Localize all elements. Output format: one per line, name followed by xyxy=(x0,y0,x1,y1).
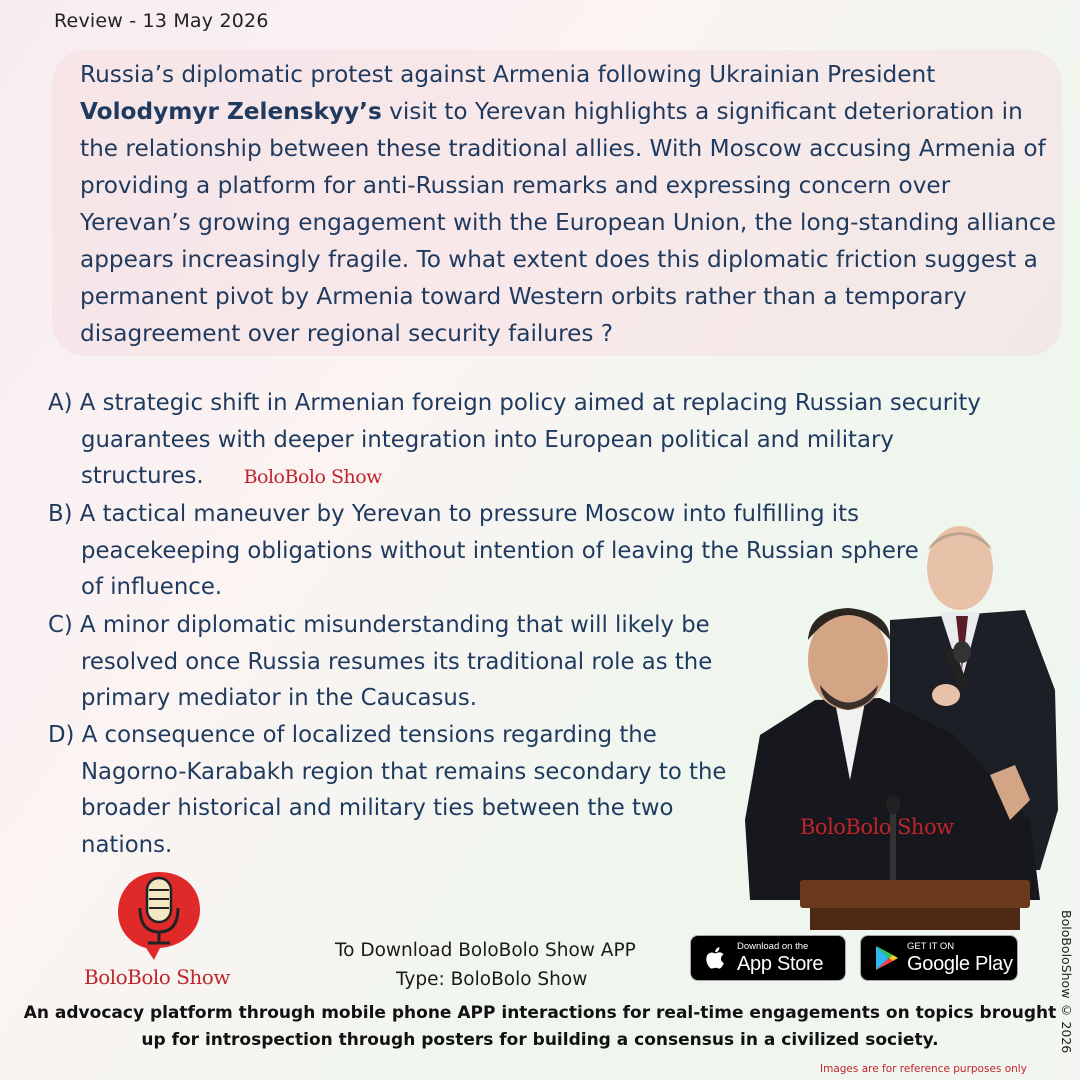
inline-brand-watermark: BoloBolo Show xyxy=(243,466,382,488)
option-d[interactable] xyxy=(48,717,748,863)
option-a[interactable] xyxy=(48,385,1008,496)
google-play-big-label: Google Play xyxy=(907,952,1013,975)
google-play-icon xyxy=(871,943,901,973)
option-b-text: B) A tactical maneuver by Yerevan to pressure Moscow into fulfilling its peacekeeping obligations without intention of leaving the Russian sphere of influence. xyxy=(48,501,919,600)
photo-brand-watermark: BoloBolo Show xyxy=(800,815,954,839)
logo-brand-name: BoloBolo Show xyxy=(84,965,230,989)
option-d-text: D) A consequence of localized tensions regarding the Nagorno-Karabakh region that remains secondary to the broader historical and military ties between the two nations. xyxy=(48,722,727,858)
question-part-2: visit to Yerevan highlights a significant deterioration in the relationship between these traditional allies. With Moscow accusing Armenia of providing a platform for anti-Russian remarks and expressing concern over Yerevan’s growing engagement with the European Union, the long-standing alliance appears increasingly fragile. To what extent does this diplomatic friction suggest a permanent pivot by Armenia toward Western orbits rather than a temporary disagreement over regional security failures ? xyxy=(80,98,1056,347)
vertical-copyright: BoloBoloShow © 2026 xyxy=(1059,910,1074,1054)
question-bold-name: Volodymyr Zelenskyy’s xyxy=(80,98,382,125)
google-play-small-label: GET IT ON xyxy=(907,941,955,953)
option-c[interactable] xyxy=(48,607,808,717)
microphone-icon xyxy=(114,868,204,960)
question-part-1: Russia’s diplomatic protest against Armenia following Ukrainian President xyxy=(80,61,936,88)
review-date: Review - 13 May 2026 xyxy=(54,10,269,32)
apple-icon xyxy=(701,943,731,973)
question-text xyxy=(80,56,1065,352)
leaders-photo xyxy=(740,520,1070,930)
google-play-badge[interactable] xyxy=(860,935,1018,981)
image-disclaimer: Images are for reference purposes only xyxy=(820,1063,1027,1075)
app-store-small-label: Download on the xyxy=(737,941,809,953)
podium xyxy=(800,880,1030,930)
option-c-text: C) A minor diplomatic misunderstanding that will likely be resolved once Russia resumes its traditional role as the primary mediator in the Caucasus. xyxy=(48,612,713,711)
platform-tagline: An advocacy platform through mobile phone APP interactions for real-time engagements on topics brought up for introspection through posters for building a consensus in a civilized society. xyxy=(23,1003,1057,1050)
app-store-badge[interactable] xyxy=(690,935,846,981)
download-instruction: To Download BoloBolo Show APP xyxy=(335,940,636,961)
option-a-text: A) A strategic shift in Armenian foreign policy aimed at replacing Russian security guarantees with deeper integration into European political and military structures. xyxy=(48,390,981,489)
app-store-big-label: App Store xyxy=(737,952,824,975)
download-search-hint: Type: BoloBolo Show xyxy=(396,969,588,990)
